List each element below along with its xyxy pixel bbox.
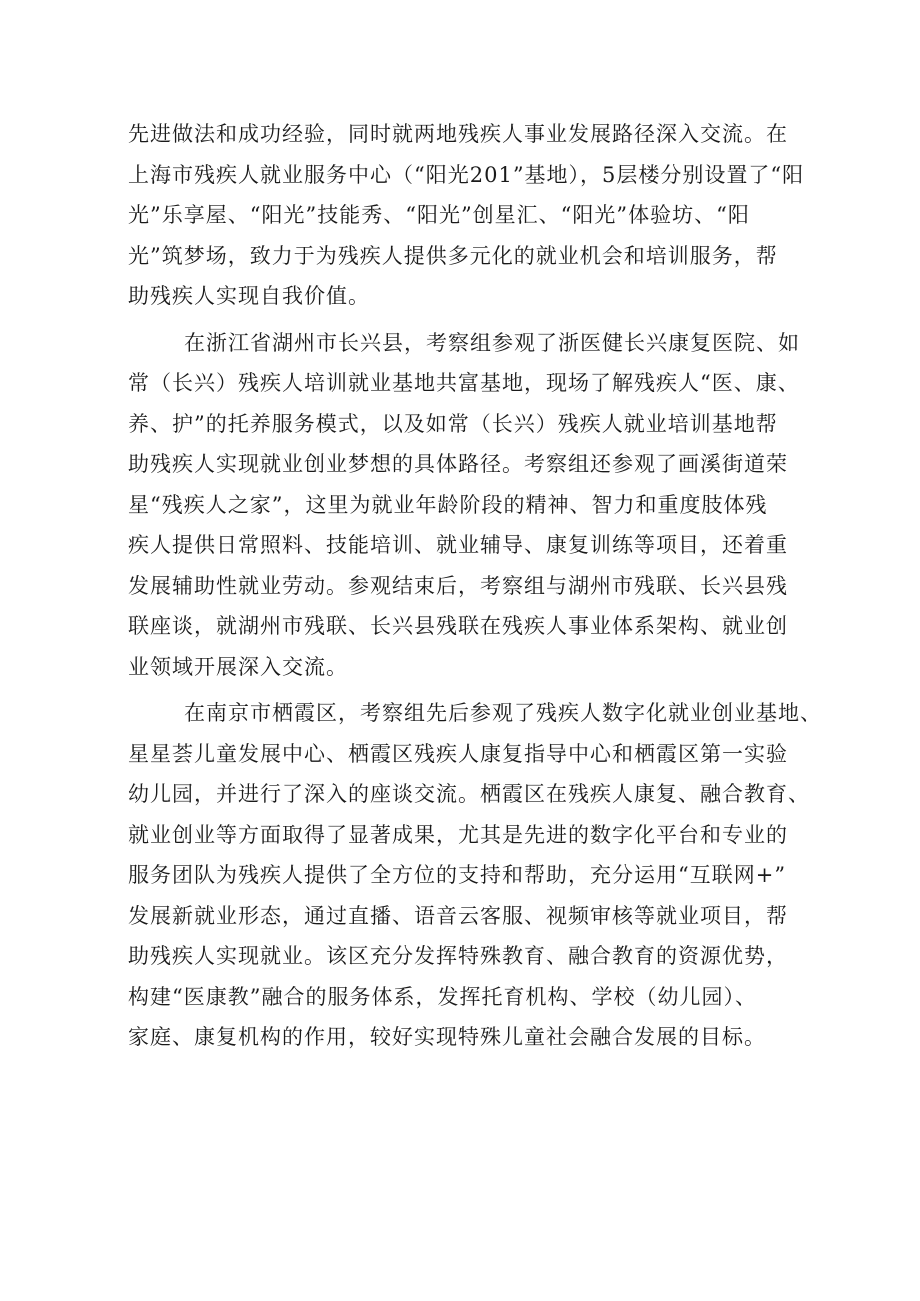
text-line: 幼儿园，并进行了深入的座谈交流。栖霞区在残疾人康复、融合教育、 (128, 782, 810, 806)
text-line: 服务团队为残疾人提供了全方位的支持和帮助，充分运用“互联网+” (128, 863, 787, 887)
text-line: 家庭、康复机构的作用，较好实现特殊儿童社会融合发展的目标。 (128, 1025, 766, 1049)
text-line: 在南京市栖霞区，考察组先后参观了残疾人数字化就业创业基地、 (184, 701, 822, 725)
text-line: 上海市残疾人就业服务中心（“阳光201”基地），5层楼分别设置了“阳 (128, 162, 805, 187)
text-line: 就业创业等方面取得了显著成果，尤其是先进的数字化平台和专业的 (128, 822, 788, 847)
paragraph-shanghai (128, 114, 818, 317)
text-line: 构建“医康教”融合的服务体系，发挥托育机构、学校（幼儿园）、 (128, 984, 757, 1009)
text-line: 养、护”的托养服务模式，以及如常（长兴）残疾人就业培训基地帮 (128, 411, 778, 436)
text-line: 在浙江省湖州市长兴县，考察组参观了浙医健长兴康复医院、如 (184, 330, 800, 355)
text-line: 光”乐享屋、“阳光”技能秀、“阳光”创星汇、“阳光”体验坊、“阳 (128, 203, 750, 227)
document-body (128, 114, 822, 1064)
text-line: 星星荟儿童发展中心、栖霞区残疾人康复指导中心和栖霞区第一实验 (128, 741, 788, 766)
text-line: 疾人提供日常照料、技能培训、就业辅导、康复训练等项目，还着重 (128, 533, 788, 557)
text-line: 常（长兴）残疾人培训就业基地共富基地，现场了解残疾人“医、康、 (128, 371, 800, 395)
text-line: 助残疾人实现就业。该区充分发挥特殊教育、融合教育的资源优势， (128, 944, 788, 968)
text-line: 光”筑梦场，致力于为残疾人提供多元化的就业机会和培训服务，帮 (128, 243, 778, 268)
text-line: 助残疾人实现就业创业梦想的具体路径。考察组还参观了画溪街道荣 (128, 452, 788, 476)
text-line: 发展辅助性就业劳动。参观结束后，考察组与湖州市残联、长兴县残 (128, 573, 788, 598)
text-line: 联座谈，就湖州市残联、长兴县残联在残疾人事业体系架构、就业创 (128, 614, 788, 638)
text-line: 先进做法和成功经验，同时就两地残疾人事业发展路径深入交流。在 (128, 122, 788, 146)
text-line: 星“残疾人之家”，这里为就业年龄阶段的精神、智力和重度肢体残 (128, 492, 768, 517)
paragraph-changxing (128, 323, 818, 688)
text-line: 助残疾人实现自我价值。 (128, 284, 370, 308)
text-line: 业领域开展深入交流。 (128, 654, 348, 679)
text-line: 发展新就业形态，通过直播、语音云客服、视频审核等就业项目，帮 (128, 903, 788, 928)
paragraph-qixia (128, 693, 822, 1058)
